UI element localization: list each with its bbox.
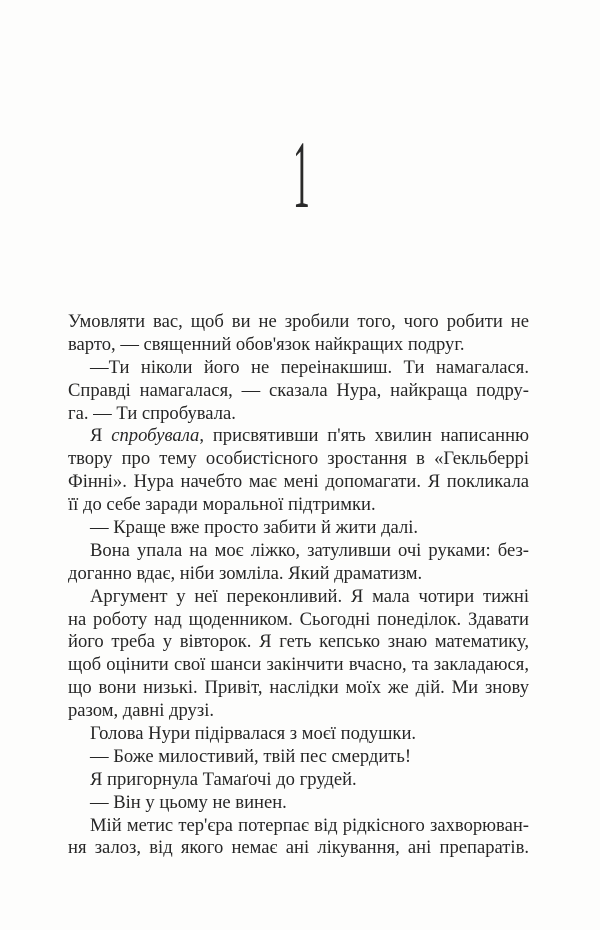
text-line: Умовляти вас, щоб ви не зробили того, чого робити не (68, 311, 529, 332)
text-line: твору про тему особистісного зростання в «Гекльберрі (68, 448, 529, 470)
body-text (68, 311, 529, 860)
chapter-number: 1 (293, 121, 310, 228)
text-segment: Я (90, 425, 112, 447)
text-line: Справді намагалася, — сказала Нура, найкраща подру- (68, 379, 529, 401)
text-line: Мій метис тер'єра потерпає від рідкісного захворюван- (90, 814, 529, 836)
text-line: її до себе заради моральної підтримки. (68, 494, 376, 516)
text-line: Фінні». Нура начебто має мені допомагати. Я покликала (68, 471, 529, 493)
italic-emphasis: спробувала (111, 425, 200, 447)
text-line: Аргумент у неї переконливий. Я мала чотири тижні (90, 585, 529, 607)
text-line: на роботу над щоденником. Сьогодні понеділок. Здавати (68, 608, 529, 630)
text-segment: , присвятивши п'ять хвилин написанню (199, 425, 529, 447)
text-line: доганно вдає, ніби зомліла. Який драматизм. (68, 562, 423, 584)
text-line: Я пригорнула Тамаґочі до грудей. (90, 768, 357, 790)
text-line: варто, — священний обов'язок найкращих подруг. (68, 333, 465, 355)
text-line: його треба у вівторок. Я геть кепсько знаю математику, (68, 631, 529, 653)
text-line: —Ти ніколи його не переінакшиш. Ти намагалася. (90, 356, 529, 378)
text-line: що вони низькі. Привіт, наслідки моїх же дій. Ми знову (68, 677, 529, 699)
text-line: га. — Ти спробувала. (68, 402, 236, 424)
text-line: Вона упала на моє ліжко, затуливши очі руками: без- (90, 539, 529, 561)
text-line: — Краще вже просто забити й жити далі. (90, 517, 419, 539)
text-line: Голова Нури підірвалася з моєї подушки. (90, 723, 417, 745)
text-line (68, 425, 529, 448)
text-line: ня залоз, від якого немає ані лікування, ані препаратів. (68, 837, 529, 859)
text-line: разом, давні друзі. (68, 700, 215, 722)
text-line: щоб оцінити свої шанси закінчити вчасно, та закладаюся, (68, 654, 529, 676)
text-line: — Боже милостивий, твій пес смердить! (90, 745, 412, 767)
text-line: — Він у цьому не винен. (90, 791, 287, 813)
